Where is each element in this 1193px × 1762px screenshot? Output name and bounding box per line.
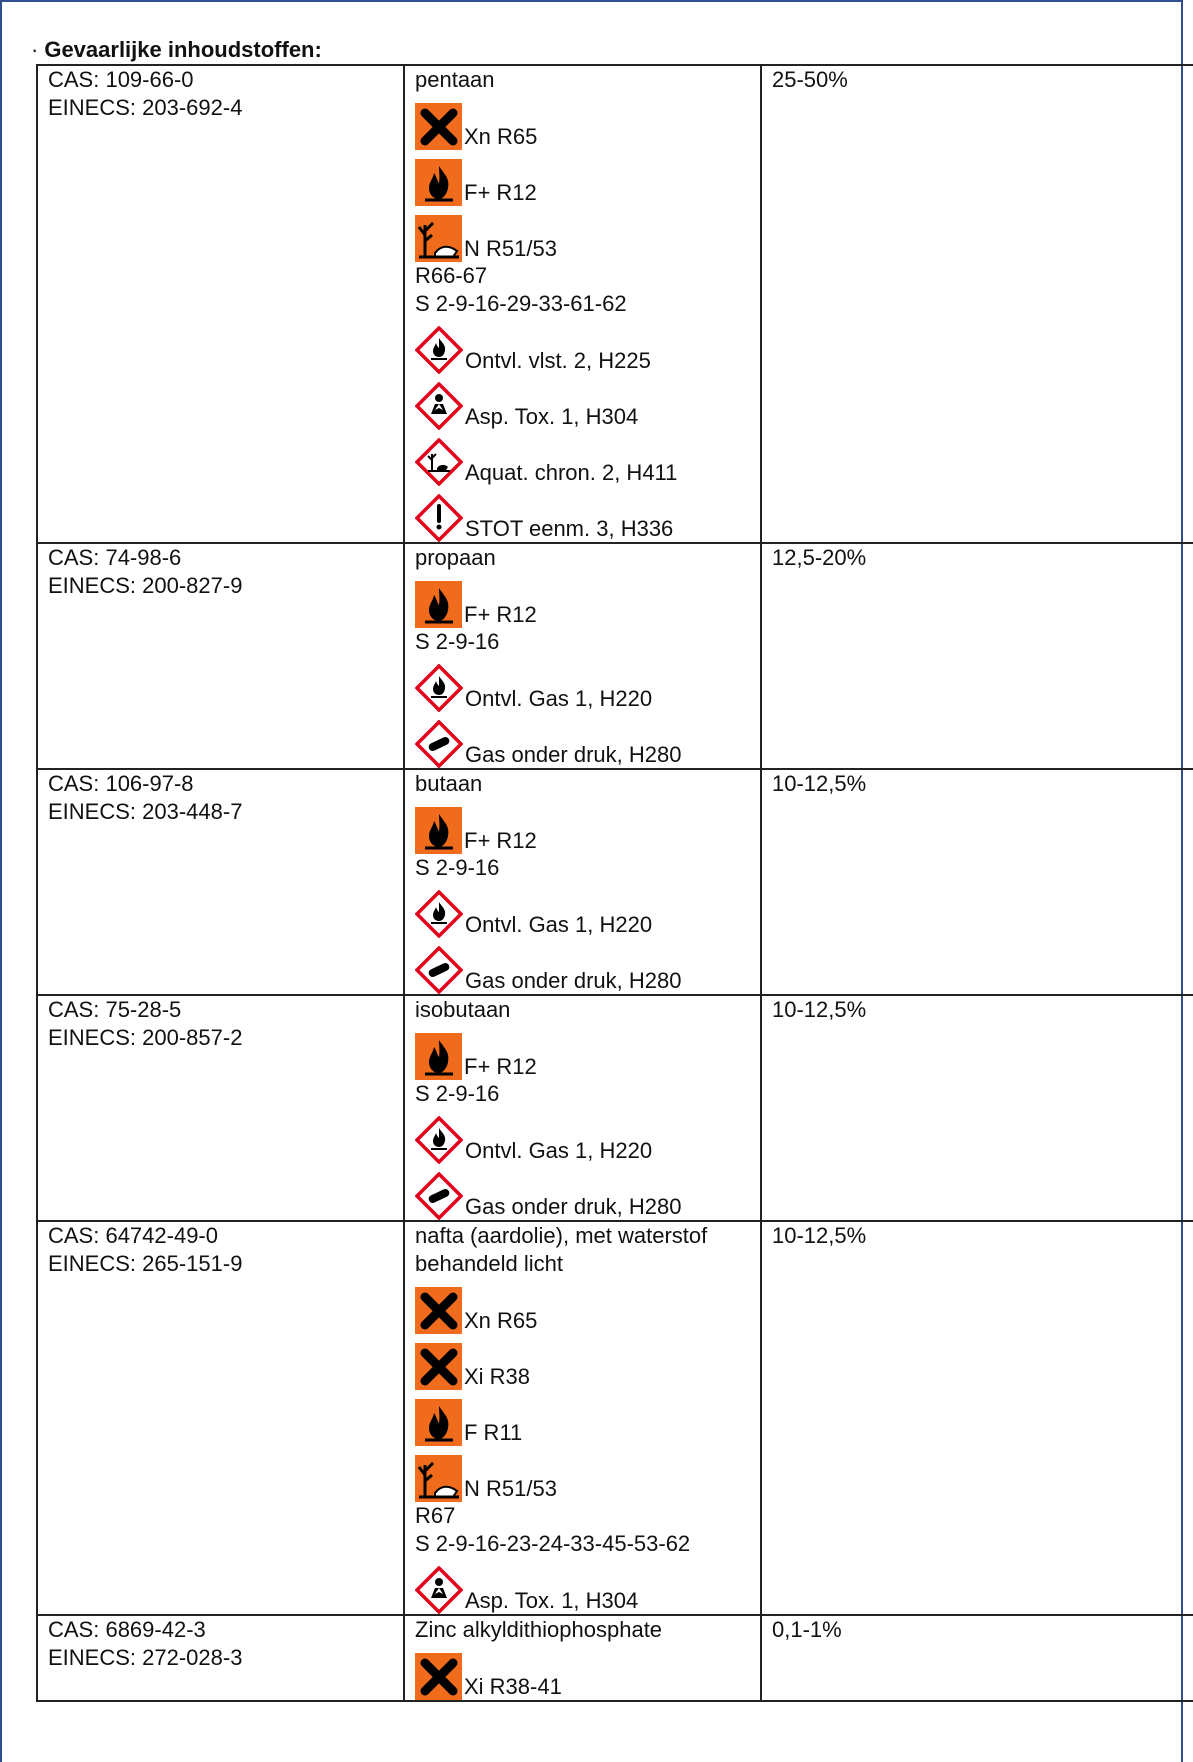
- environment-icon: [415, 1455, 462, 1502]
- flame-icon: [415, 1399, 462, 1446]
- concentration-cell: [761, 995, 1193, 1221]
- hazard-classification: [415, 486, 750, 542]
- substance-name: pentaan: [415, 67, 495, 92]
- hazard-classification: [415, 1024, 750, 1080]
- cas-number: CAS: 6869-42-3: [48, 1617, 206, 1642]
- harmful-x-icon: [415, 1653, 462, 1700]
- flame-icon: [415, 807, 462, 854]
- harmful-x-icon: [415, 103, 462, 150]
- hazard-classification: [415, 1644, 750, 1700]
- harmful-x-icon: [415, 1343, 462, 1390]
- phrase-text: S 2-9-16: [415, 855, 500, 880]
- hazard-classification: [415, 572, 750, 628]
- hazard-classification: [415, 1334, 750, 1390]
- hazard-classification: [415, 1558, 750, 1614]
- hazard-classification: [415, 150, 750, 206]
- flame-icon: [415, 1033, 462, 1080]
- ghs-gas-cylinder-icon: [415, 720, 465, 768]
- classification-text: F R11: [464, 1420, 523, 1445]
- hazard-classification: [415, 94, 750, 150]
- concentration-value: 10-12,5%: [772, 997, 867, 1022]
- flame-icon: [415, 581, 462, 628]
- hazardous-substances-table: [36, 64, 1193, 1702]
- classification-text: Aquat. chron. 2, H411: [465, 460, 678, 485]
- classification-text: Xn R65: [464, 124, 538, 149]
- table-row: [37, 65, 1193, 543]
- phrase-text: S 2-9-16-23-24-33-45-53-62: [415, 1531, 691, 1556]
- classification-text: F+ R12: [464, 602, 537, 627]
- concentration-value: 25-50%: [772, 67, 848, 92]
- ghs-flame-icon: [415, 1116, 465, 1164]
- hazard-classification: [415, 318, 750, 374]
- classification-text: F+ R12: [464, 1054, 537, 1079]
- classification-cell: [404, 1221, 761, 1615]
- classification-cell: [404, 65, 761, 543]
- einecs-number: EINECS: 200-857-2: [48, 1025, 243, 1050]
- cas-number: CAS: 109-66-0: [48, 67, 194, 92]
- concentration-value: 10-12,5%: [772, 1223, 867, 1248]
- cas-number: CAS: 74-98-6: [48, 545, 182, 570]
- table-row: [37, 1221, 1193, 1615]
- concentration-value: 10-12,5%: [772, 771, 867, 796]
- phrase-text: S 2-9-16: [415, 629, 500, 654]
- concentration-cell: [761, 65, 1193, 543]
- identifier-cell: [37, 769, 404, 995]
- classification-text: F+ R12: [464, 828, 537, 853]
- ghs-health-hazard-icon: [415, 1566, 465, 1614]
- hazard-classification: [415, 656, 750, 712]
- concentration-value: 12,5-20%: [772, 545, 867, 570]
- classification-text: N R51/53: [464, 1476, 557, 1501]
- identifier-cell: [37, 65, 404, 543]
- hazard-classification: [415, 1108, 750, 1164]
- heading-text: Gevaarlijke inhoudstoffen:: [44, 37, 322, 62]
- cas-number: CAS: 64742-49-0: [48, 1223, 218, 1248]
- classification-text: Xn R65: [464, 1308, 538, 1333]
- classification-text: Asp. Tox. 1, H304: [465, 404, 639, 429]
- substance-name: butaan: [415, 771, 483, 796]
- hazard-classification: [415, 430, 750, 486]
- classification-text: Ontvl. Gas 1, H220: [465, 1138, 653, 1163]
- einecs-number: EINECS: 203-448-7: [48, 799, 243, 824]
- identifier-cell: [37, 1221, 404, 1615]
- identifier-cell: [37, 1615, 404, 1701]
- phrase-text: R66-67: [415, 263, 488, 288]
- cas-number: CAS: 75-28-5: [48, 997, 182, 1022]
- ghs-health-hazard-icon: [415, 382, 465, 430]
- ghs-flame-icon: [415, 664, 465, 712]
- ghs-exclamation-icon: [415, 494, 465, 542]
- phrase-text: S 2-9-16-29-33-61-62: [415, 291, 627, 316]
- concentration-cell: [761, 1221, 1193, 1615]
- substance-name: Zinc alkyldithiophosphate: [415, 1617, 663, 1642]
- concentration-value: 0,1-1%: [772, 1617, 842, 1642]
- identifier-cell: [37, 543, 404, 769]
- hazard-classification: [415, 206, 750, 262]
- classification-cell: [404, 769, 761, 995]
- hazard-classification: [415, 1446, 750, 1502]
- classification-text: Asp. Tox. 1, H304: [465, 1588, 639, 1613]
- cas-number: CAS: 106-97-8: [48, 771, 194, 796]
- ghs-environment-icon: [415, 438, 465, 486]
- flame-icon: [415, 159, 462, 206]
- einecs-number: EINECS: 200-827-9: [48, 573, 243, 598]
- hazard-classification: [415, 882, 750, 938]
- einecs-number: EINECS: 265-151-9: [48, 1251, 243, 1276]
- hazard-classification: [415, 374, 750, 430]
- einecs-number: EINECS: 203-692-4: [48, 95, 243, 120]
- classification-text: Gas onder druk, H280: [465, 968, 682, 993]
- ghs-gas-cylinder-icon: [415, 1172, 465, 1220]
- harmful-x-icon: [415, 1287, 462, 1334]
- classification-cell: [404, 543, 761, 769]
- identifier-cell: [37, 995, 404, 1221]
- classification-text: Ontvl. vlst. 2, H225: [465, 348, 651, 373]
- classification-text: Gas onder druk, H280: [465, 1194, 682, 1219]
- classification-cell: [404, 1615, 761, 1701]
- section-heading: [31, 36, 322, 64]
- hazard-classification: [415, 1164, 750, 1220]
- classification-text: STOT eenm. 3, H336: [465, 516, 674, 541]
- concentration-cell: [761, 769, 1193, 995]
- classification-text: Gas onder druk, H280: [465, 742, 682, 767]
- table-row: [37, 769, 1193, 995]
- hazard-classification: [415, 712, 750, 768]
- hazard-classification: [415, 798, 750, 854]
- ghs-flame-icon: [415, 326, 465, 374]
- heading-bullet: ·: [31, 37, 39, 62]
- table-row: [37, 543, 1193, 769]
- table-row: [37, 1615, 1193, 1701]
- hazard-classification: [415, 1390, 750, 1446]
- substance-name: isobutaan: [415, 997, 511, 1022]
- phrase-text: R67: [415, 1503, 456, 1528]
- classification-cell: [404, 995, 761, 1221]
- substance-name: nafta (aardolie), met waterstof behandeld licht: [415, 1223, 708, 1276]
- substance-name: propaan: [415, 545, 496, 570]
- classification-text: Ontvl. Gas 1, H220: [465, 912, 653, 937]
- concentration-cell: [761, 543, 1193, 769]
- environment-icon: [415, 215, 462, 262]
- classification-text: Ontvl. Gas 1, H220: [465, 686, 653, 711]
- classification-text: Xi R38-41: [464, 1674, 562, 1699]
- ghs-gas-cylinder-icon: [415, 946, 465, 994]
- classification-text: N R51/53: [464, 236, 557, 261]
- table-row: [37, 995, 1193, 1221]
- concentration-cell: [761, 1615, 1193, 1701]
- hazard-classification: [415, 1278, 750, 1334]
- phrase-text: S 2-9-16: [415, 1081, 500, 1106]
- classification-text: F+ R12: [464, 180, 537, 205]
- ghs-flame-icon: [415, 890, 465, 938]
- einecs-number: EINECS: 272-028-3: [48, 1645, 243, 1670]
- classification-text: Xi R38: [464, 1364, 531, 1389]
- hazard-classification: [415, 938, 750, 994]
